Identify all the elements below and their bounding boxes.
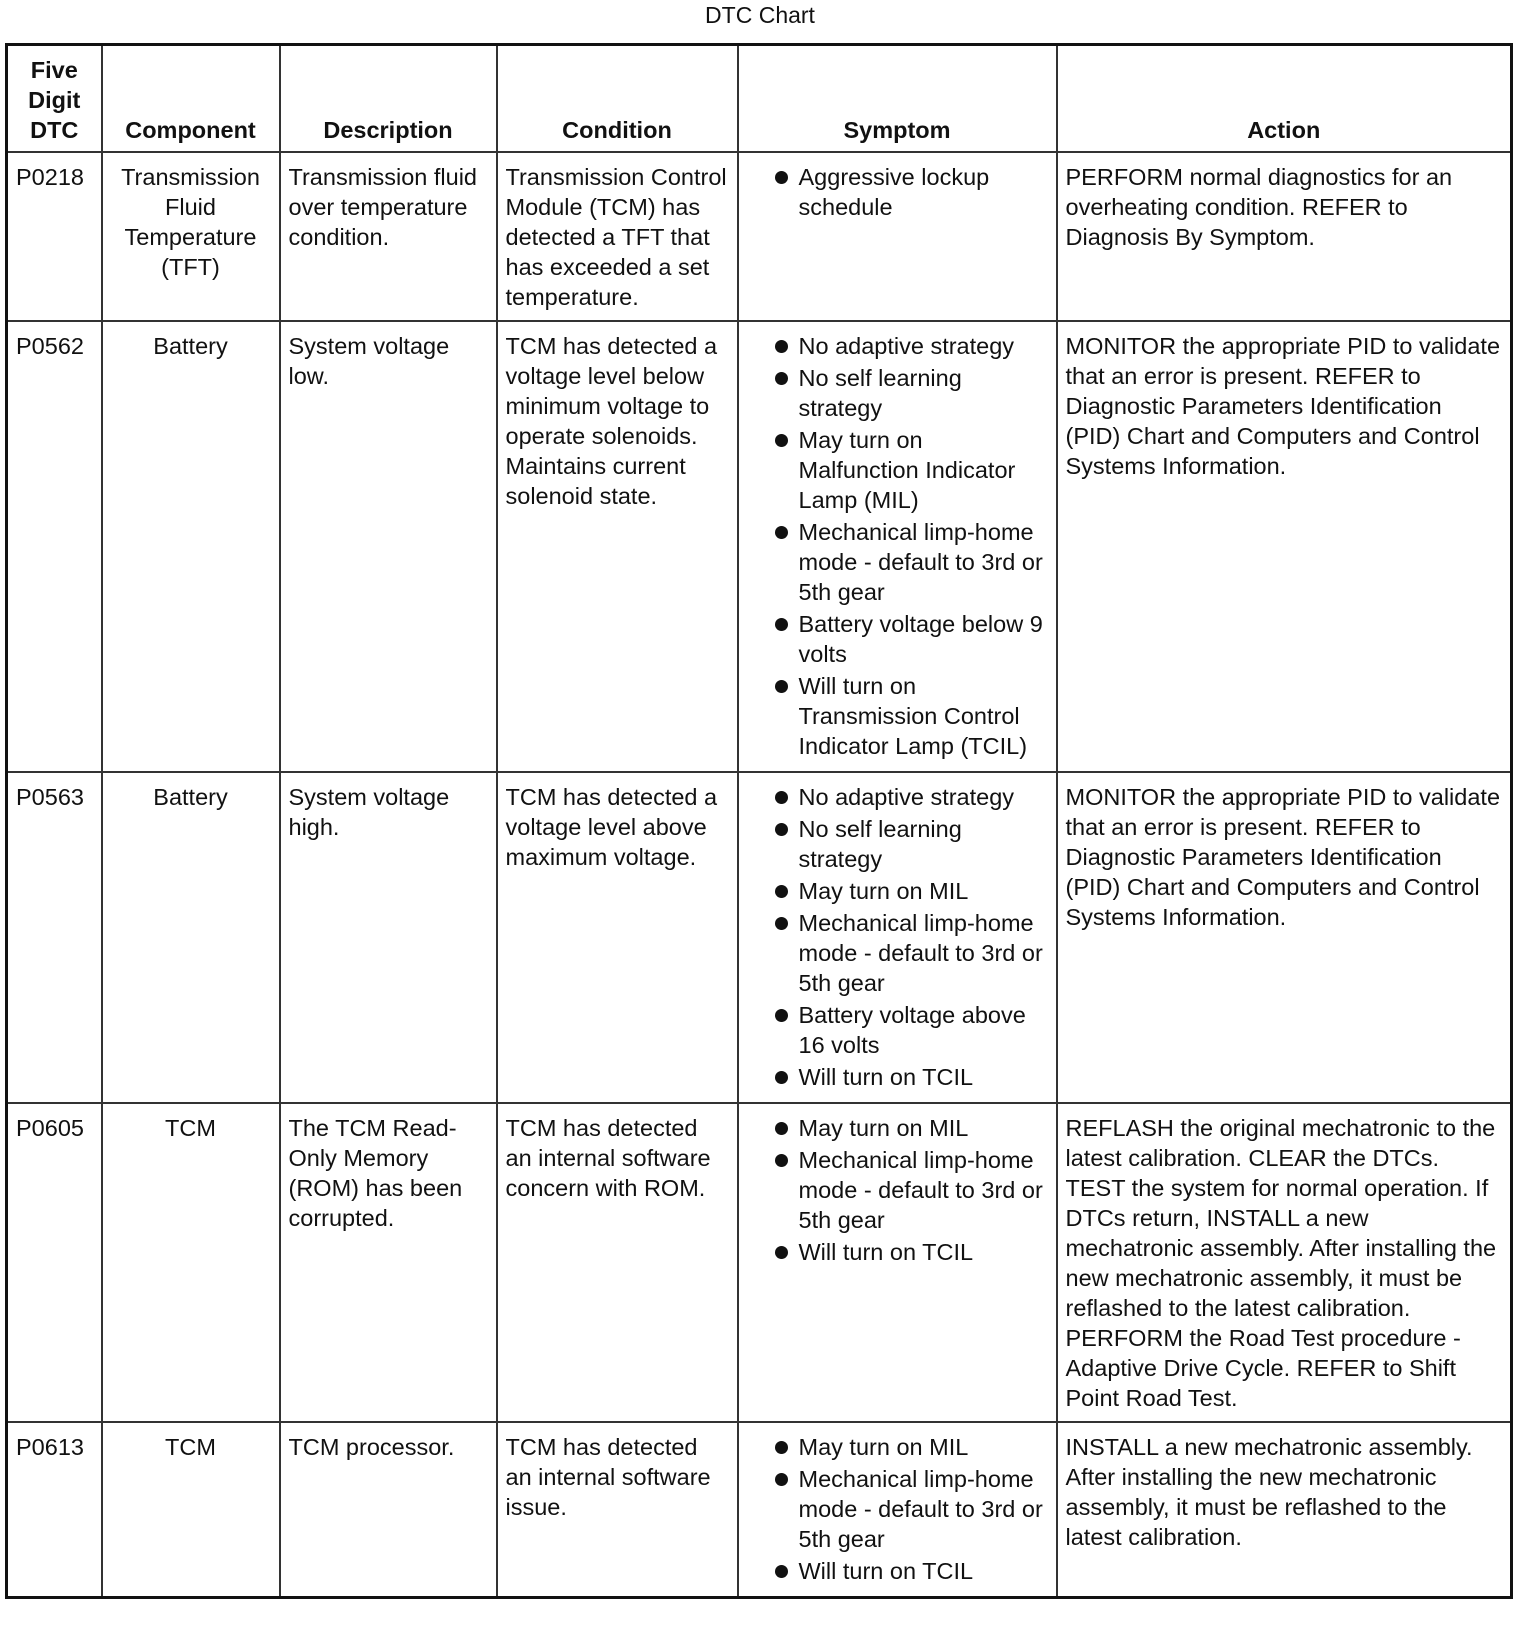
cell-component: TCM <box>102 1422 280 1598</box>
symptom-item: Will turn on TCIL <box>747 1062 1048 1092</box>
symptom-item: Will turn on TCIL <box>747 1556 1048 1586</box>
cell-component: Battery <box>102 772 280 1103</box>
header-component: Component <box>102 45 280 153</box>
cell-action: MONITOR the appropriate PID to validate that an error is present. REFER to Diagnostic Parameters Identification (PID) Chart and Computers and Control Systems Information. <box>1057 321 1512 772</box>
cell-condition: TCM has detected a voltage level below minimum voltage to operate solenoids. Maintains current solenoid state. <box>497 321 738 772</box>
symptom-item: No self learning strategy <box>747 363 1048 423</box>
table-row <box>7 321 1512 772</box>
cell-component: Transmission Fluid Temperature (TFT) <box>102 152 280 321</box>
cell-dtc: P0562 <box>7 321 102 772</box>
symptom-list <box>747 162 1048 222</box>
table-row <box>7 152 1512 321</box>
symptom-item: No adaptive strategy <box>747 331 1048 361</box>
table-row <box>7 772 1512 1103</box>
symptom-item: May turn on MIL <box>747 876 1048 906</box>
symptom-list <box>747 1432 1048 1586</box>
header-action: Action <box>1057 45 1512 153</box>
header-description: Description <box>280 45 497 153</box>
header-dtc: Five Digit DTC <box>7 45 102 153</box>
cell-condition: TCM has detected an internal software issue. <box>497 1422 738 1598</box>
symptom-item: Battery voltage below 9 volts <box>747 609 1048 669</box>
symptom-item: No self learning strategy <box>747 814 1048 874</box>
cell-condition: TCM has detected a voltage level above maximum voltage. <box>497 772 738 1103</box>
symptom-item: May turn on Malfunction Indicator Lamp (MIL) <box>747 425 1048 515</box>
dtc-table <box>5 43 1513 1599</box>
symptom-item: Will turn on TCIL <box>747 1237 1048 1267</box>
table-row <box>7 1103 1512 1422</box>
cell-dtc: P0613 <box>7 1422 102 1598</box>
cell-action: PERFORM normal diagnostics for an overheating condition. REFER to Diagnosis By Symptom. <box>1057 152 1512 321</box>
table-body <box>7 152 1512 1598</box>
cell-component: TCM <box>102 1103 280 1422</box>
header-symptom: Symptom <box>738 45 1057 153</box>
cell-action: MONITOR the appropriate PID to validate that an error is present. REFER to Diagnostic Parameters Identification (PID) Chart and Computers and Control Systems Information. <box>1057 772 1512 1103</box>
symptom-list <box>747 331 1048 761</box>
symptom-item: Battery voltage above 16 volts <box>747 1000 1048 1060</box>
cell-condition: Transmission Control Module (TCM) has detected a TFT that has exceeded a set temperature. <box>497 152 738 321</box>
cell-dtc: P0563 <box>7 772 102 1103</box>
cell-action: REFLASH the original mechatronic to the latest calibration. CLEAR the DTCs. TEST the system for normal operation. If DTCs return, INSTALL a new mechatronic assembly. After installing the new mechatronic assembly, it must be reflashed to the latest calibration. PERFORM the Road Test procedure - Adaptive Drive Cycle. REFER to Shift Point Road Test. <box>1057 1103 1512 1422</box>
table-row <box>7 1422 1512 1598</box>
symptom-item: Aggressive lockup schedule <box>747 162 1048 222</box>
symptom-item: Mechanical limp-home mode - default to 3rd or 5th gear <box>747 517 1048 607</box>
symptom-item: May turn on MIL <box>747 1432 1048 1462</box>
cell-description: Transmission fluid over temperature condition. <box>280 152 497 321</box>
table-header-row <box>7 45 1512 153</box>
cell-description: System voltage high. <box>280 772 497 1103</box>
cell-component: Battery <box>102 321 280 772</box>
symptom-list <box>747 782 1048 1092</box>
page-title: DTC Chart <box>705 2 815 28</box>
cell-symptoms <box>738 321 1057 772</box>
symptom-item: Mechanical limp-home mode - default to 3rd or 5th gear <box>747 1464 1048 1554</box>
symptom-item: Mechanical limp-home mode - default to 3rd or 5th gear <box>747 1145 1048 1235</box>
cell-dtc: P0605 <box>7 1103 102 1422</box>
cell-dtc: P0218 <box>7 152 102 321</box>
cell-symptoms <box>738 772 1057 1103</box>
symptom-item: May turn on MIL <box>747 1113 1048 1143</box>
symptom-item: Mechanical limp-home mode - default to 3rd or 5th gear <box>747 908 1048 998</box>
symptom-item: Will turn on Transmission Control Indicator Lamp (TCIL) <box>747 671 1048 761</box>
symptom-list <box>747 1113 1048 1267</box>
header-condition: Condition <box>497 45 738 153</box>
cell-description: The TCM Read-Only Memory (ROM) has been corrupted. <box>280 1103 497 1422</box>
cell-symptoms <box>738 152 1057 321</box>
symptom-item: No adaptive strategy <box>747 782 1048 812</box>
cell-action: INSTALL a new mechatronic assembly. After installing the new mechatronic assembly, it must be reflashed to the latest calibration. <box>1057 1422 1512 1598</box>
cell-symptoms <box>738 1422 1057 1598</box>
cell-description: TCM processor. <box>280 1422 497 1598</box>
cell-description: System voltage low. <box>280 321 497 772</box>
cell-symptoms <box>738 1103 1057 1422</box>
cell-condition: TCM has detected an internal software concern with ROM. <box>497 1103 738 1422</box>
